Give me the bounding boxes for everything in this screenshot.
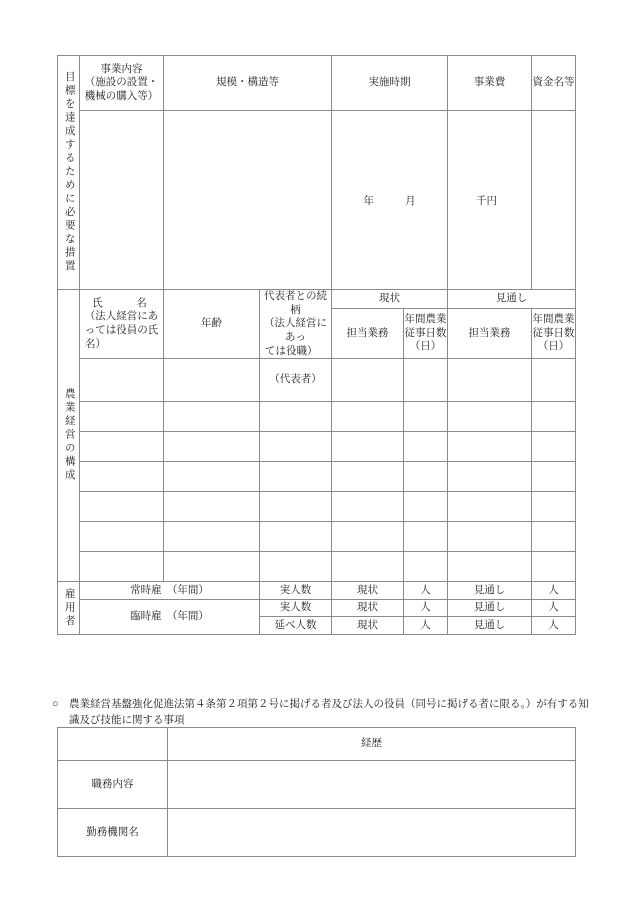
cell-relation[interactable]: （代表者） [260, 359, 332, 402]
cell-current-days[interactable] [404, 522, 448, 552]
label-workplace-name: 勤務機関名 [58, 809, 168, 857]
input-implementation-period[interactable] [332, 111, 448, 290]
label-outlook-temporary-actual: 見通し [448, 600, 532, 617]
header-current-days-line1: 年間農業 [404, 314, 447, 326]
unit-persons: 人 [548, 584, 559, 596]
cell-age[interactable] [164, 462, 260, 492]
input-business-content[interactable] [80, 111, 164, 290]
table-row [58, 359, 576, 402]
input-scale-structure[interactable] [164, 111, 332, 290]
section1-side-label: 目標を達成するために必要な措置 [63, 71, 75, 274]
label-outlook-regular: 見通し [448, 582, 532, 600]
cell-relation[interactable] [260, 492, 332, 522]
cell-current-duty[interactable] [332, 552, 404, 582]
header-name-line1: 氏 名 [92, 297, 151, 309]
header-current-days-line2: 従事日数 [404, 327, 447, 339]
cell-outlook-duty[interactable] [448, 552, 532, 582]
label-total-persons-temporary: 延べ人数 [260, 617, 332, 635]
unit-persons: 人 [420, 619, 431, 631]
career-header-row [58, 728, 576, 761]
cell-outlook-days[interactable] [532, 492, 576, 522]
cell-outlook-value-regular[interactable] [532, 582, 576, 600]
cell-name[interactable] [80, 359, 164, 402]
header-current-days-line3: （日） [409, 341, 442, 353]
cell-outlook-days[interactable] [532, 359, 576, 402]
cell-current-days[interactable] [404, 552, 448, 582]
cell-name[interactable] [80, 492, 164, 522]
cell-outlook-days[interactable] [532, 552, 576, 582]
cell-current-value-regular[interactable] [404, 582, 448, 600]
header-age: 年齢 [164, 290, 260, 359]
cell-outlook-duty[interactable] [448, 522, 532, 552]
cell-outlook-duty[interactable] [448, 492, 532, 522]
cell-outlook-days[interactable] [532, 402, 576, 432]
section1-header-row [58, 56, 576, 111]
header-current-duty: 担当業務 [332, 308, 404, 358]
career-table [57, 727, 576, 857]
header-outlook-days-line1: 年間農業 [532, 314, 575, 326]
unit-thousand-yen: 千円 [476, 195, 497, 207]
header-person-name [80, 290, 164, 359]
cell-current-duty[interactable] [332, 492, 404, 522]
cell-age[interactable] [164, 552, 260, 582]
cell-outlook-days[interactable] [532, 522, 576, 552]
cell-outlook-days[interactable] [532, 432, 576, 462]
label-regular-employment: 常時雇 （年間） [80, 582, 260, 600]
cell-current-duty[interactable] [332, 462, 404, 492]
section2-header-row-group [58, 290, 576, 309]
cell-current-days[interactable] [404, 462, 448, 492]
cell-current-duty[interactable] [332, 432, 404, 462]
section2-side-label: 農業経営の構成 [63, 388, 75, 483]
cell-name[interactable] [80, 552, 164, 582]
unit-persons: 人 [548, 619, 559, 631]
table-row [58, 552, 576, 582]
cell-current-duty[interactable] [332, 402, 404, 432]
note-paragraph [52, 697, 592, 730]
header-business-line2: （施設の設置・ [84, 77, 159, 89]
table-row [58, 492, 576, 522]
cell-name[interactable] [80, 402, 164, 432]
input-business-cost[interactable] [448, 111, 532, 290]
cell-current-days[interactable] [404, 359, 448, 402]
header-relation [260, 290, 332, 359]
header-implementation-period: 実施時期 [332, 56, 448, 111]
header-relation-line2: （法人経営にあっ [264, 318, 327, 343]
section1-body-row [58, 111, 576, 290]
cell-current-duty[interactable] [332, 359, 404, 402]
section3-row-temporary-actual [58, 600, 576, 617]
cell-age[interactable] [164, 359, 260, 402]
header-business-content [80, 56, 164, 111]
cell-current-duty[interactable] [332, 522, 404, 552]
cell-age[interactable] [164, 402, 260, 432]
header-relation-line3: ては役職） [265, 345, 318, 357]
cell-current-days[interactable] [404, 432, 448, 462]
cell-name[interactable] [80, 522, 164, 552]
section2-side-label-cell [58, 290, 80, 582]
cell-outlook-days[interactable] [532, 462, 576, 492]
cell-current-value-temporary-actual[interactable] [404, 600, 448, 617]
header-outlook-days-line3: （日） [537, 341, 570, 353]
cell-current-days[interactable] [404, 402, 448, 432]
table-row [58, 761, 576, 809]
section3-side-label-cell [58, 582, 80, 635]
cell-relation[interactable] [260, 552, 332, 582]
header-scale-structure: 規模・構造等 [164, 56, 332, 111]
header-name-line4: 名） [85, 338, 106, 350]
label-current-temporary-total: 現状 [332, 617, 404, 635]
input-job-duties[interactable] [168, 761, 576, 809]
cell-current-value-temporary-total[interactable] [404, 617, 448, 635]
header-name-line2: （法人経営にあ [84, 311, 159, 323]
unit-persons: 人 [548, 602, 559, 614]
cell-outlook-value-temporary-total[interactable] [532, 617, 576, 635]
cell-outlook-value-temporary-actual[interactable] [532, 600, 576, 617]
cell-age[interactable] [164, 492, 260, 522]
cell-relation[interactable] [260, 522, 332, 552]
header-current-days [404, 308, 448, 358]
cell-relation[interactable] [260, 462, 332, 492]
section3-side-label: 雇用者 [63, 587, 75, 629]
header-business-line1: 事業内容 [100, 63, 143, 75]
cell-outlook-duty[interactable] [448, 432, 532, 462]
cell-outlook-duty[interactable] [448, 359, 532, 402]
label-actual-persons-temporary: 実人数 [260, 600, 332, 617]
career-header-blank [58, 728, 168, 761]
header-name-line3: っては役員の氏 [84, 325, 159, 337]
table-row [58, 809, 576, 857]
unit-persons: 人 [420, 602, 431, 614]
note-text: 農業経営基盤強化促進法第４条第２項第２号に掲げる者及び法人の役員（同号に掲げる者に限る。）が有する知識及び技能に関する事項 [69, 699, 589, 727]
cell-name[interactable] [80, 432, 164, 462]
label-outlook-temporary-total: 見通し [448, 617, 532, 635]
header-fund-name: 資金名等 [532, 56, 576, 111]
cell-relation[interactable] [260, 432, 332, 462]
cell-age[interactable] [164, 432, 260, 462]
table-row [58, 402, 576, 432]
header-outlook-duty: 担当業務 [448, 308, 532, 358]
cell-outlook-duty[interactable] [448, 462, 532, 492]
bullet-circle-icon: ○ [52, 699, 59, 710]
unit-persons: 人 [420, 584, 431, 596]
input-workplace-name[interactable] [168, 809, 576, 857]
career-header-label: 経歴 [168, 728, 576, 761]
section3-row-regular [58, 582, 576, 600]
label-temporary-employment: 臨時雇 （年間） [80, 600, 260, 635]
header-outlook-status: 見通し [448, 290, 576, 309]
main-form-table [57, 55, 576, 635]
table-row [58, 522, 576, 552]
header-business-cost: 事業費 [448, 56, 532, 111]
label-job-duties: 職務内容 [58, 761, 168, 809]
header-relation-line1: 代表者との続柄 [264, 291, 327, 316]
cell-relation[interactable] [260, 402, 332, 432]
header-outlook-days [532, 308, 576, 358]
cell-current-days[interactable] [404, 492, 448, 522]
label-current-temporary-actual: 現状 [332, 600, 404, 617]
cell-outlook-duty[interactable] [448, 402, 532, 432]
header-outlook-days-line2: 従事日数 [532, 327, 575, 339]
cell-name[interactable] [80, 462, 164, 492]
unit-month: 月 [405, 195, 416, 207]
cell-age[interactable] [164, 522, 260, 552]
input-fund-name[interactable] [532, 111, 576, 290]
header-current-status: 現状 [332, 290, 448, 309]
unit-year: 年 [363, 195, 374, 207]
label-current-regular: 現状 [332, 582, 404, 600]
table-row [58, 432, 576, 462]
label-actual-persons-regular: 実人数 [260, 582, 332, 600]
section1-side-label-cell [58, 56, 80, 290]
header-business-line3: 機械の購入等） [84, 90, 159, 102]
table-row [58, 462, 576, 492]
